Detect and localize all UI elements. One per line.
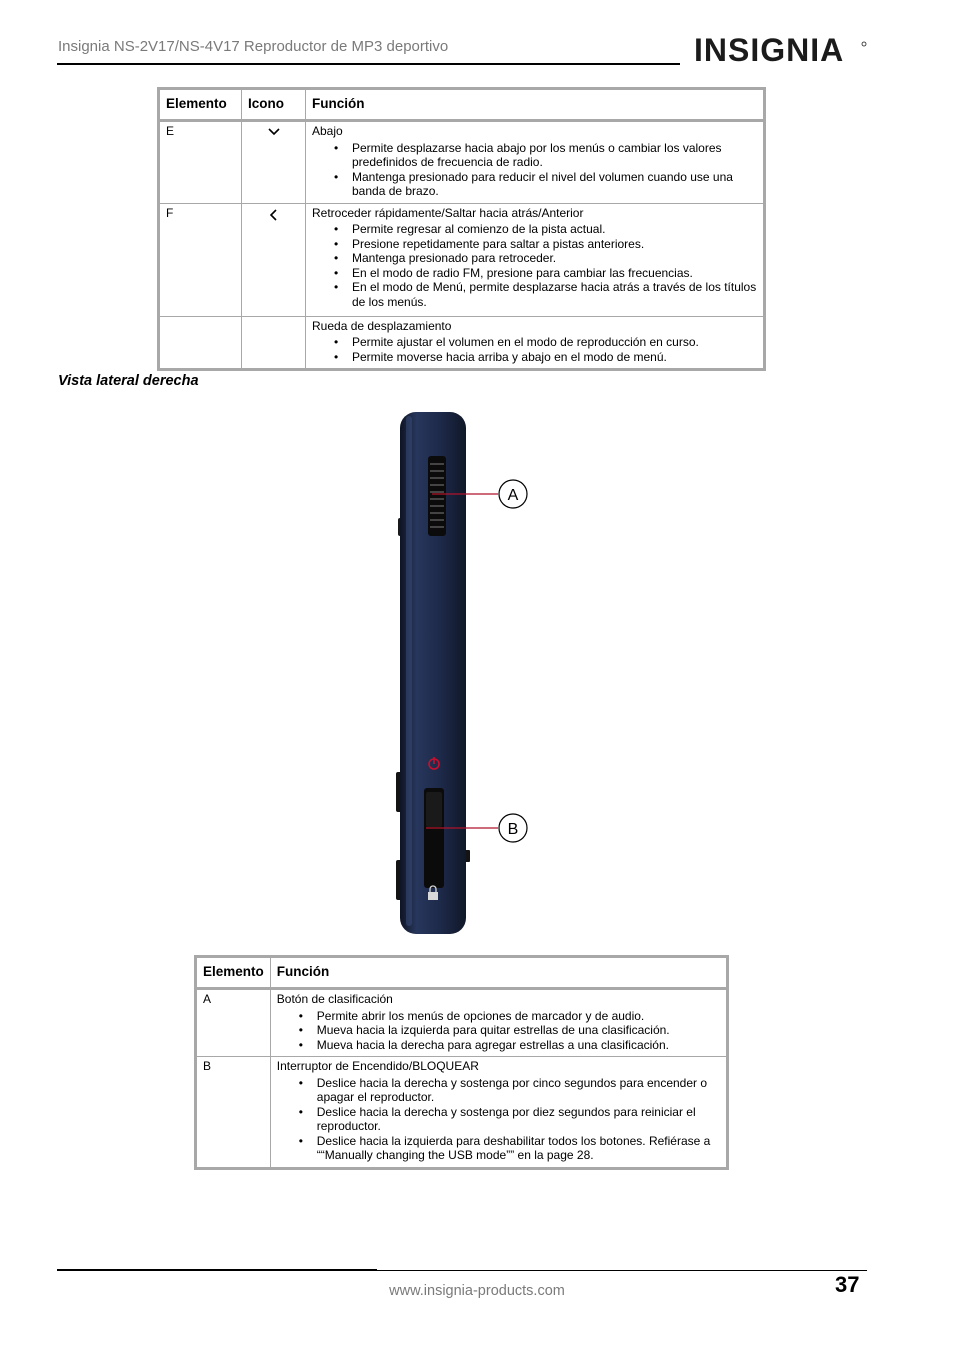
icon-cell: [242, 121, 306, 204]
function-title: Botón de clasificación: [276, 992, 393, 1006]
function-title: Interruptor de Encendido/BLOQUEAR: [276, 1059, 479, 1073]
function-cell: [306, 316, 765, 370]
list-item: • Mantenga presionado para retroceder.: [352, 251, 757, 266]
list-item: • Mueva hacia la derecha para agregar estrellas a una clasificación.: [317, 1038, 720, 1053]
bullet-list: [312, 141, 757, 199]
figure-caption: Vista lateral derecha: [58, 373, 199, 389]
list-item: • Mantenga presionado para reducir el nivel del volumen cuando use una banda de brazo.: [352, 170, 757, 199]
list-item: • Presione repetidamente para saltar a pistas anteriores.: [352, 237, 757, 252]
element-cell: B: [196, 1057, 271, 1169]
list-item: • Permite ajustar el volumen en el modo de reproducción en curso.: [352, 335, 757, 350]
element-cell: F: [159, 203, 242, 316]
header-rule: [57, 63, 680, 65]
bullet-list: [312, 222, 757, 309]
element-cell: E: [159, 121, 242, 204]
column-header: Icono: [242, 89, 306, 121]
footer-rule: [377, 1270, 867, 1271]
chevron-down-icon: [267, 126, 281, 138]
column-header: Elemento: [196, 957, 271, 989]
running-header: Insignia NS-2V17/NS-4V17 Reproductor de MP3 deportivo: [58, 38, 449, 55]
list-item: • Permite regresar al comienzo de la pista actual.: [352, 222, 757, 237]
list-item: • Deslice hacia la derecha y sostenga por cinco segundos para encender o apagar el reproductor.: [317, 1076, 720, 1105]
function-cell: [306, 121, 765, 204]
right-side-function-table: [194, 955, 729, 1170]
element-cell: A: [196, 989, 271, 1057]
footer-rule: [57, 1269, 377, 1271]
table-row: [159, 316, 765, 370]
bullet-list: [277, 1076, 720, 1163]
device-right-side-illustration: [380, 400, 550, 940]
function-cell: [306, 203, 765, 316]
table-header-row: [159, 89, 765, 121]
table-header-row: [196, 957, 728, 989]
function-title: Retroceder rápidamente/Saltar hacia atrás/Anterior: [312, 205, 584, 220]
footer-url: www.insignia-products.com: [389, 1283, 565, 1299]
list-item: • En el modo de Menú, permite desplazarse hacia atrás a través de los títulos de los menús.: [352, 280, 757, 309]
icon-cell: [242, 203, 306, 316]
element-cell: [159, 316, 242, 370]
list-item: • Mueva hacia la izquierda para quitar estrellas de una clasificación.: [317, 1023, 720, 1038]
table-row: [196, 989, 728, 1057]
table-row: [196, 1057, 728, 1169]
list-item: • Permite moverse hacia arriba y abajo en el modo de menú.: [352, 350, 757, 365]
column-header: Función: [306, 89, 765, 121]
bullet-list: [312, 335, 757, 364]
page-number: 37: [835, 1272, 860, 1297]
function-title: Abajo: [312, 124, 343, 138]
scroll-wheel: [428, 456, 446, 536]
function-cell: [270, 989, 727, 1057]
chevron-left-icon: [268, 208, 280, 222]
list-item: • En el modo de radio FM, presione para cambiar las frecuencias.: [352, 266, 757, 281]
icon-cell: [242, 316, 306, 370]
function-title: Rueda de desplazamiento: [312, 318, 452, 333]
table-row: [159, 121, 765, 204]
column-header: Elemento: [159, 89, 242, 121]
table-row: [159, 203, 765, 316]
callout-a-label: A: [507, 487, 519, 504]
column-header: Función: [270, 957, 727, 989]
list-item: • Permite desplazarse hacia abajo por los menús o cambiar los valores predefinidos de frecuencia de radio.: [352, 141, 757, 170]
function-cell: [270, 1057, 727, 1169]
logo-text: INSIGNIA: [694, 32, 845, 68]
bullet-list: [277, 1009, 720, 1053]
list-item: • Permite abrir los menús de opciones de marcador y de audio.: [317, 1009, 720, 1024]
callout-b-label: B: [507, 821, 519, 838]
insignia-logo: [688, 24, 868, 74]
list-item: • Deslice hacia la derecha y sostenga por diez segundos para reiniciar el reproductor.: [317, 1105, 720, 1134]
list-item: • Deslice hacia la izquierda para deshabilitar todos los botones. Refiérase a ““Manually changing the USB mode”” en la page 28.: [317, 1134, 720, 1163]
icons-function-table: [157, 87, 766, 371]
